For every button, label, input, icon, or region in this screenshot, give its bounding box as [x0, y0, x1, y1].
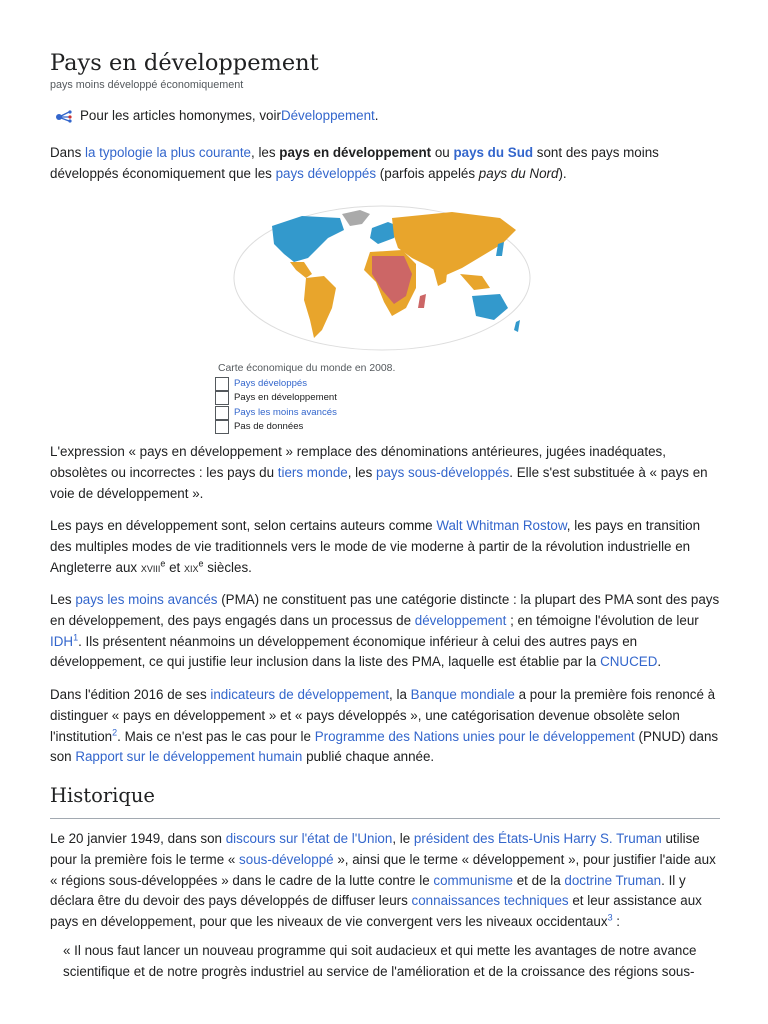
- text: (PMA) ne constituent pas une catégorie distincte : la plupart des PMA sont des pays en développement, des pays engagés dans un processus de: [50, 592, 720, 628]
- hatnote-link[interactable]: Développement: [280, 108, 375, 123]
- link-pays-du-sud[interactable]: pays du Sud: [453, 145, 534, 160]
- link-pnud[interactable]: Programme des Nations unies pour le développement: [314, 728, 635, 744]
- italic-term: pays du Nord: [478, 165, 559, 181]
- link-pma[interactable]: pays les moins avancés: [75, 592, 218, 607]
- link-truman[interactable]: président des États-Unis Harry S. Truman: [413, 831, 662, 846]
- superscript: e: [160, 558, 166, 569]
- reference-2[interactable]: 2: [112, 727, 118, 738]
- reference-1[interactable]: 1: [73, 632, 79, 643]
- legend-swatch: [215, 406, 229, 420]
- text: , les: [347, 464, 377, 480]
- figure-caption: Carte économique du monde en 2008.: [218, 363, 396, 374]
- century-numeral: xix: [183, 559, 199, 575]
- text: publié chaque année.: [302, 749, 435, 765]
- text: , les: [251, 145, 280, 160]
- link-sous-developpe[interactable]: sous-développé: [239, 851, 334, 867]
- page-subtitle: pays moins développé économiquement: [50, 79, 244, 91]
- link-discours-union[interactable]: discours sur l'état de l'Union: [225, 831, 393, 846]
- link-rapport-dh[interactable]: Rapport sur le développement humain: [75, 749, 303, 765]
- bold-term: pays en développement: [279, 145, 432, 160]
- text: , les pays en transition des multiples modes de vie traditionnels vers le mode de vie moderne à partir de la révolution industrielle en Angleterre aux: [50, 518, 701, 575]
- legend-swatch: [215, 420, 229, 434]
- text: Le 20 janvier 1949, dans son: [50, 831, 226, 846]
- new-zealand-region: [514, 320, 520, 332]
- text: sont des pays moins développés économiquement que les: [50, 145, 659, 181]
- link-communisme[interactable]: communisme: [433, 872, 513, 888]
- paragraph-2: [50, 442, 720, 504]
- paragraph-5: [50, 685, 720, 768]
- legend-swatch: [215, 391, 229, 405]
- legend-item: [215, 391, 540, 406]
- link-connaissances-techniques[interactable]: connaissances techniques: [411, 893, 569, 909]
- world-map-image[interactable]: [232, 204, 532, 352]
- legend-item: [215, 420, 540, 435]
- text: (parfois appelés: [376, 165, 479, 181]
- link-pays-sous-developpes[interactable]: pays sous-développés: [376, 464, 510, 480]
- text: Les pays en développement sont, selon certains auteurs comme: [50, 518, 437, 533]
- legend-swatch: [215, 377, 229, 391]
- hatnote: [54, 106, 378, 127]
- text: ).: [558, 165, 567, 181]
- text: utilise pour la première fois le terme «: [50, 831, 700, 867]
- link-tiers-monde[interactable]: tiers monde: [277, 464, 348, 480]
- text: . Elle s'est substituée à « pays en voie de développement ».: [50, 464, 708, 501]
- link-developpement[interactable]: développement: [414, 612, 507, 628]
- page-title: Pays en développement: [50, 50, 319, 76]
- link-idh[interactable]: IDH: [50, 633, 74, 649]
- hatnote-text: Pour les articles homonymes, voir: [80, 108, 281, 123]
- text: et leur assistance aux pays en développement, pour que les niveaux de vie convergent vers les niveaux occidentaux: [50, 893, 702, 930]
- link-typologie[interactable]: la typologie la plus courante: [84, 145, 251, 160]
- map-figure: [218, 204, 540, 435]
- century-numeral: xviii: [140, 559, 161, 575]
- paragraph-3: [50, 516, 720, 578]
- text: et: [165, 559, 184, 575]
- text: siècles.: [203, 559, 252, 575]
- legend-label: Pas de données: [234, 421, 304, 432]
- quote-block: « Il nous faut lancer un nouveau programme qui soit audacieux et qui mette les avantages de notre avance scientifique et de notre progrès industriel au service de l'amélioration et de la croissance des régions sous-: [63, 943, 697, 979]
- text: Les: [50, 592, 76, 607]
- intro-paragraph: [50, 143, 720, 185]
- legend-item: [215, 377, 540, 392]
- link-cnuced[interactable]: CNUCED: [600, 654, 658, 670]
- link-rostow[interactable]: Walt Whitman Rostow: [436, 518, 567, 533]
- legend-label: Pays en développement: [234, 392, 337, 403]
- link-indicateurs[interactable]: indicateurs de développement: [210, 687, 390, 702]
- legend-label[interactable]: Pays les moins avancés: [234, 406, 337, 418]
- text: L'expression « pays en développement » remplace des dénominations antérieures, jugées inadéquates, obsolètes ou incorrectes : les pays du: [50, 444, 666, 480]
- text: a pour la première fois renoncé à distinguer « pays en développement » et « pays développés », une catégorisation devenue obsolète selon l'institution: [50, 687, 716, 744]
- text: Dans: [50, 145, 85, 160]
- text: ou: [431, 145, 454, 160]
- text: . Il y déclara être du devoir des pays développés de diffuser leurs: [50, 872, 686, 909]
- disambiguation-icon: [54, 109, 74, 123]
- hatnote-suffix: .: [374, 108, 379, 123]
- text: , le: [392, 831, 414, 846]
- text: :: [612, 914, 621, 930]
- section-divider: [50, 818, 720, 819]
- text: . Mais ce n'est pas le cas pour le: [117, 728, 315, 744]
- text: Dans l'édition 2016 de ses: [50, 687, 211, 702]
- text: .: [657, 654, 662, 670]
- reference-3[interactable]: 3: [607, 912, 613, 923]
- paragraph-6: [50, 829, 720, 933]
- text: ; en témoigne l'évolution de leur: [506, 612, 699, 628]
- legend-item: [215, 406, 540, 421]
- text: (PNUD) dans son: [50, 728, 719, 765]
- link-banque-mondiale[interactable]: Banque mondiale: [410, 687, 515, 702]
- text: . Ils présentent néanmoins un développement économique inférieur à celui des autres pays en développement, ce qui justifie leur inclusion dans la liste des PMA, laquelle est établie par la: [50, 633, 638, 670]
- link-pays-developpes[interactable]: pays développés: [275, 165, 377, 181]
- section-heading: Historique: [50, 784, 155, 807]
- text: , la: [389, 687, 411, 702]
- link-doctrine-truman[interactable]: doctrine Truman: [564, 872, 662, 888]
- paragraph-4: [50, 590, 720, 673]
- text: et de la: [513, 872, 565, 888]
- map-legend: [230, 377, 540, 435]
- superscript: e: [198, 558, 204, 569]
- text: », ainsi que le terme « développement », pour justifier l'aide aux « régions sous-développées » dans le cadre de la lutte contre le: [50, 851, 716, 888]
- legend-label[interactable]: Pays développés: [234, 377, 308, 389]
